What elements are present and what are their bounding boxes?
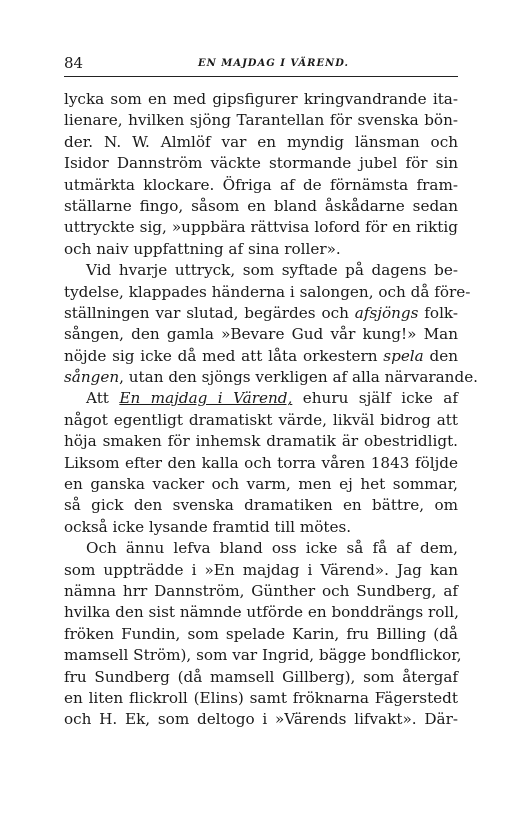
text-line: [64, 196, 458, 217]
text-line: [64, 453, 458, 474]
text-line: [64, 560, 458, 581]
text-line: [64, 217, 458, 238]
text-line: [64, 645, 462, 666]
text-segment: folk-: [418, 303, 458, 322]
text-segment: höja smaken för inhemsk dramatik är obestridligt.: [64, 432, 458, 451]
text-line: [64, 346, 458, 367]
text-segment: som uppträdde i »En majdag i Värend». Jag kan: [64, 560, 458, 579]
text-segment: sången, den gamla »Bevare Gud vår kung!» Man: [64, 325, 458, 344]
text-line: [64, 495, 458, 516]
text-segment: lienare, hvilken sjöng Tarantellan för svenska bön-: [64, 111, 458, 130]
text-line: [64, 175, 458, 196]
text-segment: ställarne fingo, såsom en bland åskådarne sedan: [64, 196, 458, 215]
text-segment: , utan den sjöngs verkligen af alla närvarande.: [119, 368, 479, 387]
page-number: 84: [64, 54, 84, 72]
text-segment: Och ännu lefva bland oss icke så få af dem,: [86, 539, 458, 558]
text-line: [64, 367, 479, 388]
italic-text: sången: [64, 368, 120, 387]
italic-text: afsjöngs: [354, 303, 419, 322]
text-line: [64, 260, 458, 281]
text-line: [64, 474, 458, 495]
text-segment: der. N. W. Almlöf var en myndig länsman och: [64, 132, 458, 151]
text-line: [64, 688, 458, 709]
text-segment: ställningen var slutad, begärdes och: [64, 303, 355, 322]
body-text: [64, 89, 479, 731]
text-line: [64, 581, 458, 602]
text-segment: något egentligt dramatiskt värde, likväl bidrog att: [64, 410, 458, 429]
text-line: [64, 282, 471, 303]
italic-text: spela: [383, 346, 424, 365]
text-line: [64, 239, 458, 260]
text-segment: en ganska vacker och varm, men ej het sommar,: [64, 475, 458, 494]
text-segment: uttryckte sig, »uppbära rättvisa loford för en riktig: [64, 218, 458, 237]
text-segment: nöjde sig icke då med att låta orkestern: [64, 346, 384, 365]
page-header: [64, 54, 458, 76]
text-line: [64, 538, 458, 559]
text-segment: Isidor Dannström väckte stormande jubel för sin: [64, 154, 458, 173]
text-segment: ehuru själf icke af: [292, 389, 458, 408]
text-segment: den: [423, 346, 458, 365]
text-segment: och H. Ek, som deltogo i »Värends lifvakt». Där-: [64, 710, 458, 729]
text-line: [64, 388, 458, 409]
header-rule: [64, 76, 458, 77]
text-segment: och naiv uppfattning af sina roller».: [64, 239, 341, 258]
running-head: EN MAJDAG I VÄREND.: [198, 58, 350, 69]
text-segment: också icke lysande framtid till mötes.: [64, 517, 352, 536]
text-line: [64, 324, 458, 345]
text-line: [64, 602, 458, 623]
text-segment: Att: [86, 389, 120, 408]
text-line: [64, 89, 458, 110]
text-line: [64, 153, 458, 174]
text-segment: lycka som en med gipsfigurer kringvandrande ita-: [64, 90, 458, 108]
text-segment: Liksom efter den kalla och torra våren 1843 följde: [64, 453, 458, 472]
text-line: [64, 431, 458, 452]
text-line: [64, 624, 458, 645]
text-segment: fru Sundberg (då mamsell Gillberg), som återgaf: [64, 667, 458, 686]
italic-title-text: En majdag i Värend,: [119, 389, 293, 408]
text-segment: en liten flickroll (Elins) samt fröknarna Fägerstedt: [64, 688, 458, 707]
text-segment: så gick den svenska dramatiken en bättre, om: [64, 496, 458, 515]
text-segment: hvilka den sist nämnde utförde en bonddrängs roll,: [64, 603, 459, 622]
text-line: [64, 110, 458, 131]
text-segment: mamsell Ström), som var Ingrid, bägge bondflickor,: [64, 646, 462, 665]
text-segment: utmärkta klockare. Öfriga af de förnämsta fram-: [64, 175, 458, 194]
text-line: [64, 667, 458, 688]
text-line: [64, 410, 458, 431]
text-line: [64, 132, 458, 153]
text-segment: Vid hvarje uttryck, som syftade på dagens be-: [86, 261, 458, 280]
text-line: [64, 517, 458, 538]
text-line: [64, 709, 458, 730]
text-segment: tydelse, klappades händerna i salongen, och då före-: [64, 282, 471, 301]
text-segment: fröken Fundin, som spelade Karin, fru Billing (då: [64, 624, 458, 643]
text-segment: nämna hrr Dannström, Günther och Sundberg, af: [64, 581, 458, 600]
text-line: [64, 303, 458, 324]
